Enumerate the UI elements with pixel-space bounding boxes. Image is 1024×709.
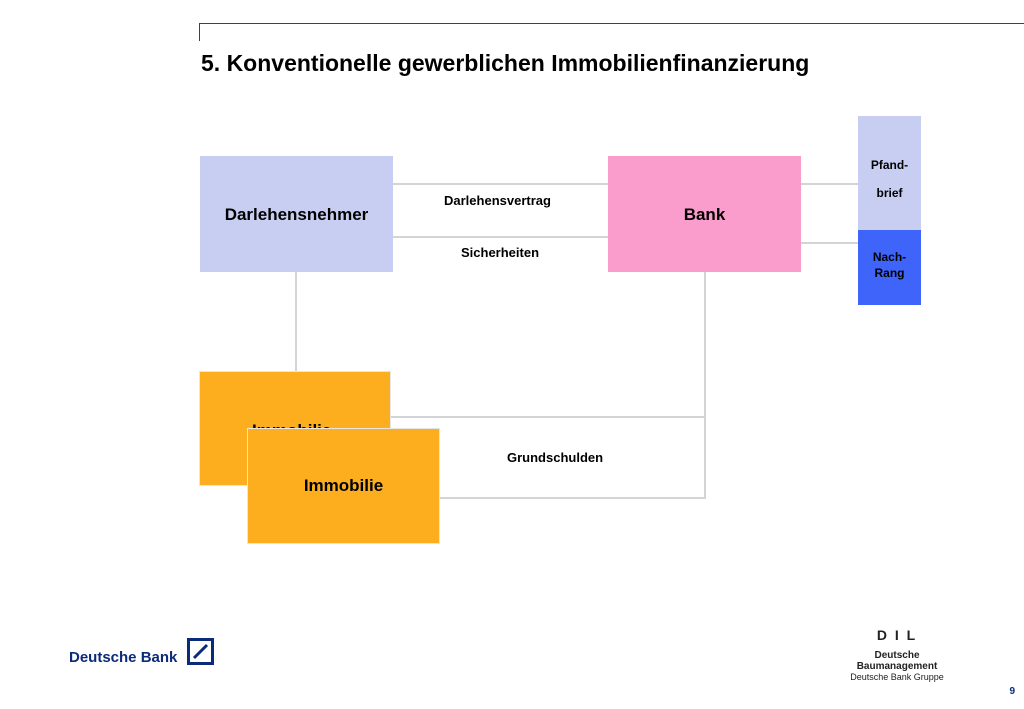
node-borrower-label: Darlehensnehmer [224,205,369,224]
node-nachrang-line2: Rang [874,266,905,280]
node-nachrang-line1: Nach- [872,250,907,264]
dil-group-name: Deutsche Bank Gruppe [850,672,944,682]
connector-bank-vertical [704,272,706,499]
top-rule-tick [199,23,200,41]
connector-property-front [440,497,706,499]
label-securities: Sicherheiten [461,245,540,260]
node-pfandbrief-line1: Pfand- [870,158,909,172]
connector-property-back [391,416,706,418]
node-pfandbrief-line2: brief [876,186,903,200]
node-property-front-label: Immobilie [303,476,384,495]
node-nachrang [858,230,921,305]
page-number: 9 [1009,686,1015,697]
label-loan-contract: Darlehensvertrag [444,193,551,208]
node-bank-label: Bank [683,205,726,224]
connector-securities [393,236,609,238]
dil-logo [833,627,961,682]
label-land-charges: Grundschulden [507,450,604,465]
dil-logo-letters: D I L [876,627,918,643]
node-bank [608,156,801,272]
node-borrower [200,156,393,272]
connector-loan-contract [393,183,609,185]
deutsche-bank-wordmark: Deutsche Bank [69,649,178,666]
connector-borrower-property [295,272,297,372]
node-pfandbrief [858,116,921,230]
node-property-front [247,428,440,544]
connector-pfandbrief [801,183,858,185]
dil-company-name: Deutsche Baumanagement [856,650,938,672]
connector-nachrang [801,242,858,244]
top-rule [199,23,1024,24]
slide-title: 5. Konventionelle gewerblichen Immobilienfinanzierung [201,50,810,76]
deutsche-bank-logo-icon [187,638,214,665]
